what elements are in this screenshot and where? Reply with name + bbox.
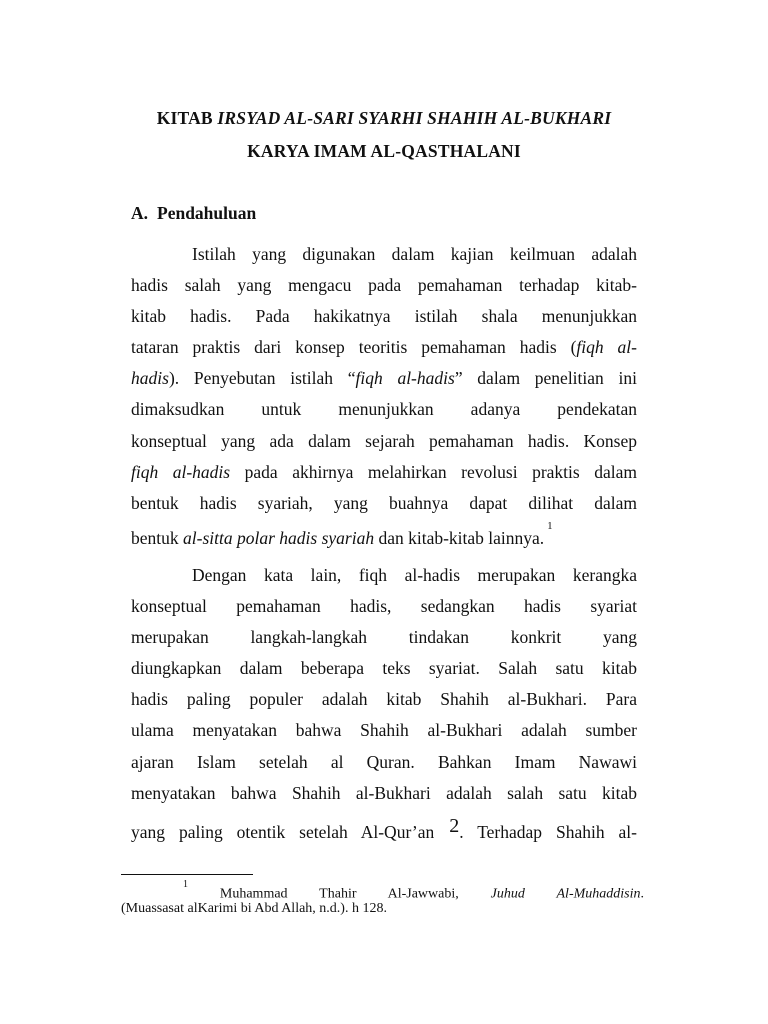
section-heading	[131, 203, 256, 224]
footnote-separator	[121, 874, 253, 875]
paragraph-line: konseptual yang ada dalam sejarah pemahaman hadis. Konsep	[131, 430, 637, 451]
document-title-line-2: KARYA IMAM AL-QASTHALANI	[247, 141, 521, 161]
paragraph-line	[131, 519, 637, 550]
text-run: dan kitab-kitab lainnya.	[374, 527, 545, 548]
paragraph-line: dimaksudkan untuk menunjukkan adanya pendekatan	[131, 399, 637, 420]
title-book-name: IRSYAD AL-SARI SYARHI SHAHIH AL-BUKHARI	[217, 108, 612, 128]
title-prefix: KITAB	[156, 108, 218, 128]
footnote-reference-2[interactable]: 2	[449, 814, 460, 837]
footnote-number: 1	[183, 879, 188, 890]
text-run: pada akhirnya melahirkan revolusi praktis dalam	[230, 461, 637, 482]
section-title: Pendahuluan	[157, 203, 257, 223]
paragraph-line	[131, 332, 637, 363]
text-run: bentuk	[131, 527, 184, 548]
text-run: ). Penyebutan istilah “	[168, 368, 356, 389]
paragraph-line: kitab hadis. Pada hakikatnya istilah shala menunjukkan	[131, 306, 637, 327]
italic-term: fiqh al-	[576, 337, 637, 358]
paragraph-line: konseptual pemahaman hadis, sedangkan hadis syariat	[131, 596, 637, 617]
paragraph-line: diungkapkan dalam beberapa teks syariat. Salah satu kitab	[131, 658, 637, 679]
paragraph-line: merupakan langkah-langkah tindakan konkrit yang	[131, 627, 637, 648]
paragraph-line: bentuk hadis syariah, yang buahnya dapat dilihat dalam	[131, 492, 637, 513]
text-run: yang paling otentik setelah Al-Qur’an	[131, 821, 449, 842]
footnote-line	[121, 879, 644, 902]
section-letter: A.	[131, 203, 149, 223]
italic-term: fiqh al-hadis	[355, 368, 455, 389]
paragraph-line: menyatakan bahwa Shahih al-Bukhari adalah salah satu kitab	[131, 782, 637, 803]
document-title-line-1	[0, 108, 768, 129]
paragraph-line: ulama menyatakan bahwa Shahih al-Bukhari adalah sumber	[131, 720, 637, 741]
footnote-title-wrap	[491, 887, 644, 902]
paragraph-line	[131, 457, 637, 488]
paragraph-1	[131, 239, 637, 550]
footnote-1	[121, 880, 644, 918]
text-run: . Terhadap Shahih al-	[459, 821, 637, 842]
footnote-reference-1[interactable]: 1	[547, 519, 553, 532]
footnote-author: Muhammad Thahir Al-Jawwabi,	[219, 886, 459, 902]
footnote-line: (Muassasat alKarimi bi Abd Allah, n.d.). h 128.	[121, 901, 387, 916]
paragraph-line: Dengan kata lain, fiqh al-hadis merupakan kerangka	[192, 565, 637, 585]
italic-term: fiqh al-hadis	[131, 461, 231, 482]
paragraph-line	[131, 363, 637, 394]
italic-term: al-sitta polar hadis syariah	[183, 527, 375, 548]
paragraph-line: hadis paling populer adalah kitab Shahih al-Bukhari. Para	[131, 689, 637, 710]
paragraph-line: ajaran Islam setelah al Quran. Bahkan Imam Nawawi	[131, 751, 637, 772]
paragraph-line: hadis salah yang mengacu pada pemahaman terhadap kitab-	[131, 275, 637, 296]
text-run: tataran praktis dari konsep teoritis pemahaman hadis (	[131, 337, 577, 358]
footnote-title-end: .	[640, 886, 644, 902]
paragraph-line: Istilah yang digunakan dalam kajian keilmuan adalah	[192, 244, 637, 264]
text-run: ” dalam penelitian ini	[454, 368, 637, 389]
footnote-title: Juhud Al-Muhaddisin	[490, 886, 641, 902]
paragraph-line	[131, 809, 637, 847]
italic-term: hadis	[131, 368, 169, 389]
paragraph-2	[131, 560, 637, 847]
